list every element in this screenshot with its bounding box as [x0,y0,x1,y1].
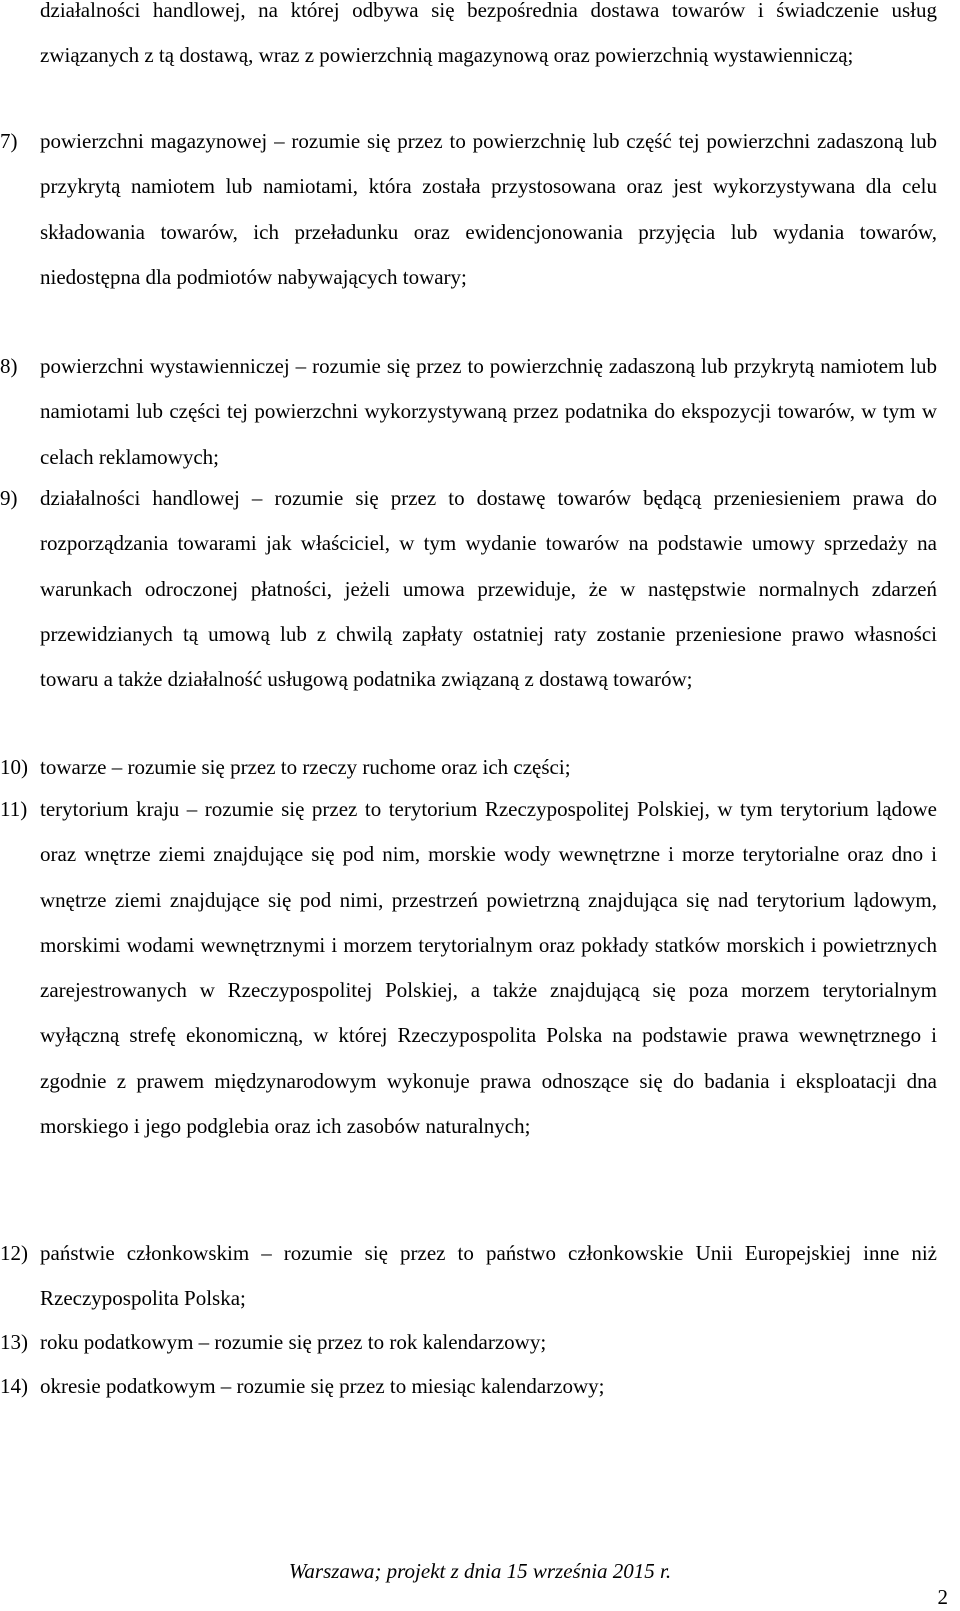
list-item-number: 13) [0,1330,28,1354]
page-number: 2 [937,1585,948,1609]
list-item-number: 10) [0,755,28,779]
list-item-text: towarze – rozumie się przez to rzeczy ruchome oraz ich części; [40,755,571,779]
list-item-number: 14) [0,1374,28,1398]
list-item-text: państwie członkowskim – rozumie się przez to państwo członkowskie Unii Europejskiej inne niż Rzeczypospolita Polska; [40,1241,937,1311]
list-item-text: działalności handlowej – rozumie się przez to dostawę towarów będącą przeniesieniem prawa do rozporządzania towarami jak właściciel, w tym wydanie towarów na podstawie umowy sprzedaży na warunkach odroczonej płatności, jeżeli umowa przewiduje, że w następstwie normalnych zdarzeń przewidzianych tą umową lub z chwilą zapłaty ostatniej raty zostanie przeniesione prawo własności towaru a także działalność usługową podatnika związaną z dostawą towarów; [40,486,937,692]
list-item-text: powierzchni magazynowej – rozumie się przez to powierzchnię lub część tej powierzchni zadaszoną lub przykrytą namiotem lub namiotami, która została przystosowana oraz jest wykorzystywana dla celu składowania towarów, ich przeładunku oraz ewidencjonowania przyjęcia lub wydania towarów, niedostępna dla podmiotów nabywających towary; [40,129,937,289]
list-item-number: 11) [0,797,28,821]
intro-paragraph: działalności handlowej, na której odbywa się bezpośrednia dostawa towarów i świadczenie usług związanych z tą dostawą, wraz z powierzchnią magazynową oraz powierzchnią wystawienniczą; [40,0,937,68]
list-item-number: 7) [0,129,18,153]
list-item-text: roku podatkowym – rozumie się przez to rok kalendarzowy; [40,1330,547,1354]
list-item-text: powierzchni wystawienniczej – rozumie się przez to powierzchnię zadaszoną lub przykrytą namiotem lub namiotami lub części tej powierzchni wykorzystywaną przez podatnika do ekspozycji towarów, w tym w celach reklamowych; [40,354,937,469]
list-item-number: 8) [0,354,18,378]
list-item-number: 12) [0,1241,28,1265]
list-item-text: terytorium kraju – rozumie się przez to terytorium Rzeczypospolitej Polskiej, w tym terytorium lądowe oraz wnętrze ziemi znajdujące się pod nim, morskie wody wewnętrzne i morze terytorialne oraz dno i wnętrze ziemi znajdujące się pod nimi, przestrzeń powietrzną znajdująca się nad terytorium lądowym, morskimi wodami wewnętrznymi i morzem terytorialnym oraz pokłady statków morskich i powietrznych zarejestrowanych w Rzeczypospolitej Polskiej, a także znajdującą się poza morzem terytorialnym wyłączną strefę ekonomiczną, w której Rzeczypospolita Polska na podstawie prawa wewnętrznego i zgodnie z prawem międzynarodowym wykonuje prawa odnoszące się do badania i eksploatacji dna morskiego i jego podglebia oraz ich zasobów naturalnych; [40,797,937,1139]
list-item-text: okresie podatkowym – rozumie się przez to miesiąc kalendarzowy; [40,1374,605,1398]
page-footer: Warszawa; projekt z dnia 15 września 2015 r. [288,1559,672,1583]
list-item-number: 9) [0,486,18,510]
